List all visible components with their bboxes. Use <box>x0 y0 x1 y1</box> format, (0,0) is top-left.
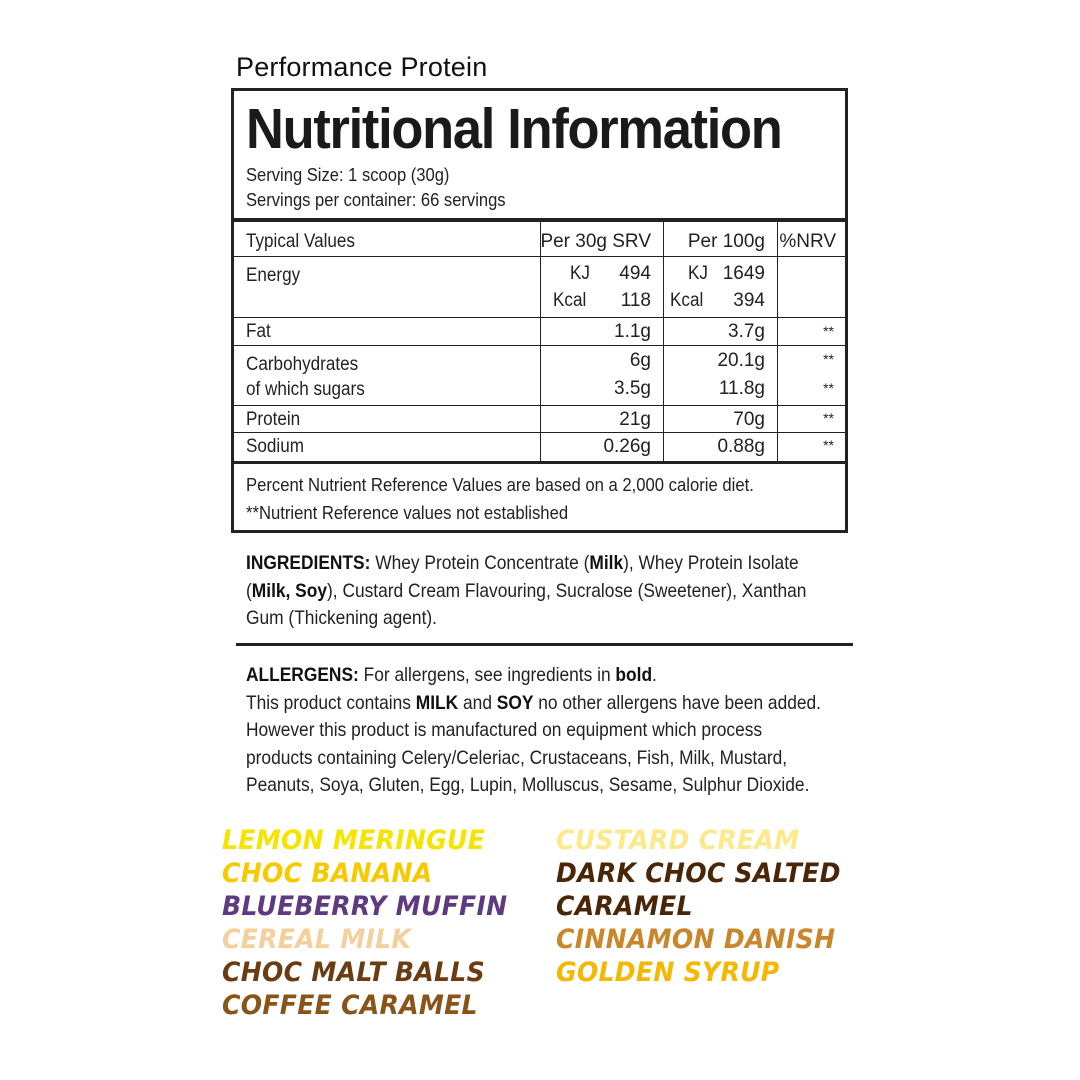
sugars-per-100g: 11.8g <box>718 378 765 399</box>
protein-per-100g: 70g <box>733 409 765 430</box>
col-divider-3 <box>777 222 778 461</box>
allergens-part: For allergens, see ingredients in <box>358 664 616 686</box>
col-divider-2 <box>663 222 664 461</box>
allergens-bold: SOY <box>496 691 534 714</box>
energy-label: Energy <box>246 265 301 286</box>
sugars-per-serving: 3.5g <box>614 378 651 399</box>
servings-per-container: Servings per container: 66 servings <box>246 190 506 210</box>
serving-size: Serving Size: 1 scoop (30g) <box>246 165 450 185</box>
flavour-choc-malt-balls: CHOC MALT BALLS <box>222 957 485 988</box>
nrv-basis-note: Percent Nutrient Reference Values are based on a 2,000 calorie diet. <box>246 474 754 495</box>
row-rule <box>234 432 845 433</box>
energy-kj-unit: KJ <box>570 263 590 284</box>
sodium-per-100g: 0.88g <box>717 436 765 457</box>
row-rule <box>234 345 845 346</box>
table-bottom-rule <box>234 461 845 464</box>
energy-per-serving-kj: 494 <box>619 263 651 284</box>
row-rule <box>234 256 845 257</box>
header-per-100g: Per 100g <box>687 231 765 252</box>
allergens-text <box>246 662 833 800</box>
flavour-dark-choc-salted: DARK CHOC SALTED <box>556 858 841 889</box>
col-divider-1 <box>540 222 541 461</box>
allergens-bold: MILK <box>415 691 459 714</box>
nutrition-panel <box>231 88 848 533</box>
flavour-golden-syrup: GOLDEN SYRUP <box>556 957 780 988</box>
allergens-part: and <box>458 691 497 714</box>
energy-per-serving-kcal: 118 <box>620 290 651 311</box>
allergens-part: However this product is manufactured on equipment which process products containing Celery/Celeriac, Crustaceans, Fish, Milk, Mustard, Peanuts, Soya, Gluten, Egg, Lupin, Molluscus, Sesame, Sulphur Dioxide. <box>246 719 810 796</box>
flavour-dark-choc-salted-caramel: CARAMEL <box>556 891 693 922</box>
carbohydrates-per-serving: 6g <box>629 350 651 371</box>
carbohydrates-label: Carbohydrates <box>246 354 359 375</box>
header-typical-values: Typical Values <box>246 231 355 252</box>
protein-per-serving: 21g <box>619 409 651 430</box>
flavour-cereal-milk: CEREAL MILK <box>222 924 412 955</box>
header-nrv: %NRV <box>779 231 836 252</box>
allergens-bold: bold <box>615 664 653 686</box>
protein-nrv: ** <box>823 410 834 426</box>
flavour-lemon-meringue: LEMON MERINGUE <box>222 825 486 856</box>
flavour-blueberry-muffin: BLUEBERRY MUFFIN <box>222 891 508 922</box>
ingredients-part: Whey Protein Concentrate ( <box>370 552 590 574</box>
sodium-per-serving: 0.26g <box>603 436 651 457</box>
section-divider <box>236 643 853 646</box>
fat-label: Fat <box>246 321 271 342</box>
header-per-serving: Per 30g SRV <box>540 231 651 252</box>
row-rule <box>234 405 845 406</box>
allergens-label: ALLERGENS: <box>246 664 359 686</box>
ingredients-bold-allergen: Milk <box>589 552 624 574</box>
ingredients-label: INGREDIENTS: <box>246 552 371 574</box>
allergens-part: This product contains <box>246 691 416 714</box>
carbohydrates-nrv: ** <box>823 351 834 367</box>
flavour-choc-banana: CHOC BANANA <box>222 858 433 889</box>
nrv-not-established-note: **Nutrient Reference values not established <box>246 502 569 523</box>
fat-per-serving: 1.1g <box>614 321 651 342</box>
ingredients-part: ), Whey Protein Isolate ( <box>246 552 799 602</box>
fat-nrv: ** <box>823 323 834 339</box>
ingredients-bold-allergen: Milk, Soy <box>251 579 328 602</box>
protein-label: Protein <box>246 409 301 430</box>
energy-per-100g-kj: 1649 <box>722 263 765 284</box>
energy-kcal-unit: Kcal <box>553 290 587 311</box>
energy-kcal-unit-100g: Kcal <box>670 290 704 311</box>
allergens-part: . <box>652 664 657 686</box>
sodium-nrv: ** <box>823 437 834 453</box>
product-name: Performance Protein <box>236 52 488 82</box>
flavour-cinnamon-danish: CINNAMON DANISH <box>556 924 836 955</box>
ingredients-text <box>246 550 816 633</box>
energy-per-100g-kcal: 394 <box>733 290 765 311</box>
flavour-custard-cream: CUSTARD CREAM <box>556 825 800 856</box>
flavour-coffee-caramel: COFFEE CARAMEL <box>222 990 478 1021</box>
fat-per-100g: 3.7g <box>728 321 765 342</box>
ingredients-part: ), Custard Cream Flavouring, Sucralose (Sweetener), Xanthan Gum (Thickening agent). <box>246 579 807 629</box>
energy-kj-unit-100g: KJ <box>688 263 708 284</box>
row-rule <box>234 317 845 318</box>
sugars-label: of which sugars <box>246 379 365 400</box>
allergens-part: no other allergens have been added. <box>533 691 822 714</box>
sodium-label: Sodium <box>246 436 304 457</box>
panel-title: Nutritional Information <box>246 97 782 161</box>
carbohydrates-per-100g: 20.1g <box>717 350 765 371</box>
sugars-nrv: ** <box>823 380 834 396</box>
